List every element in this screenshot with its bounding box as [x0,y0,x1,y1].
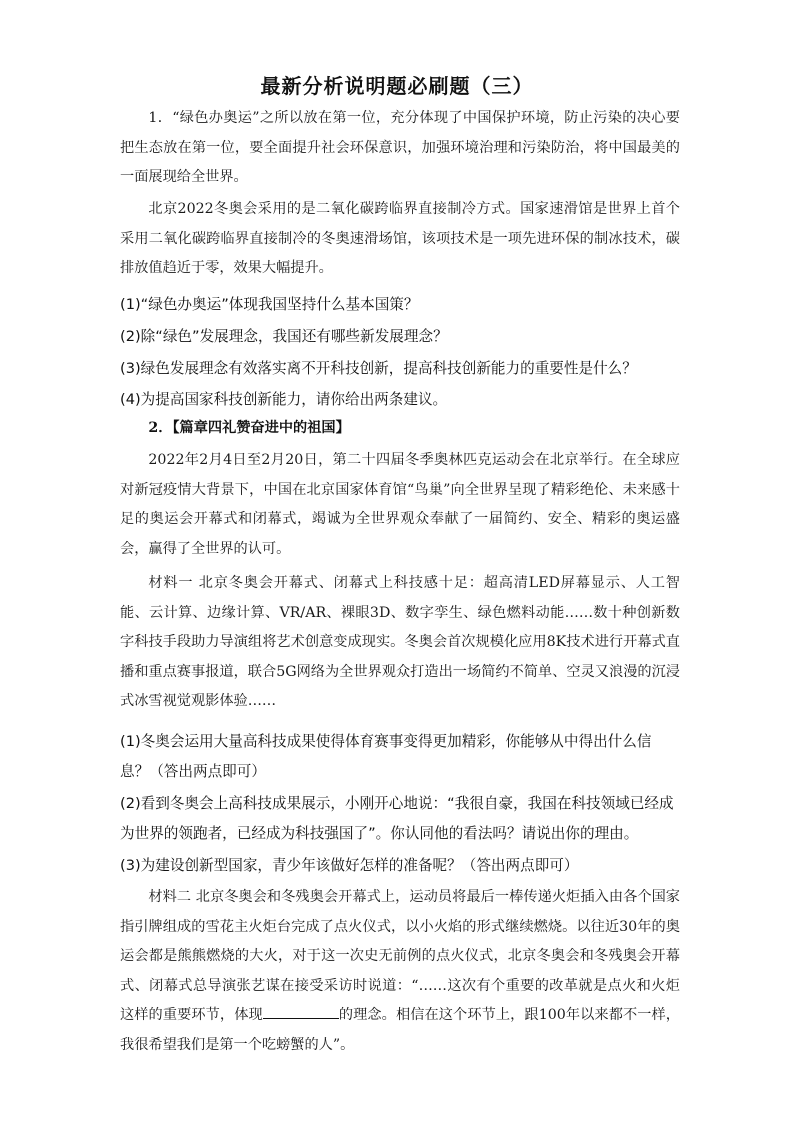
q2-subquestion-3: (3)为建设创新型国家，青少年该做好怎样的准备呢？（答出两点即可） [120,857,579,874]
q1-paragraph-2: 北京2022冬奥会采用的是二氧化碳跨临界直接制冷方式。国家速滑馆是世界上首个采用二氧化碳跨临界直接制冷的冬奥速滑场馆，该项技术是一项先进环保的制冰技术，碳排放值趋近于零，效果大幅提升。 [120,201,680,276]
page-title: 最新分析说明题必刷题（三） [260,74,534,98]
q1-paragraph-1: 1．“绿色办奥运”之所以放在第一位，充分体现了中国保护环境，防止污染的决心要把生态放在第一位，要全面提升社会环保意识，加强环境治理和污染防治，将中国最美的一面展现给全世界。 [120,110,680,185]
q2-paragraph-1: 2022年2月4日至2月20日，第二十四届冬季奥林匹克运动会在北京举行。在全球应对新冠疫情大背景下，中国在北京国家体育馆“鸟巢”向全世界呈现了精彩绝伦、未来感十足的奥运会开幕式和闭幕式，竭诚为全世界观众奉献了一届简约、安全、精彩的奥运盛会，赢得了全世界的认可。 [120,452,680,557]
q2-material-2-text-a: 材料二 北京冬奥会和冬残奥会开幕式上，运动员将最后一棒传递火炬插入由各个国家指引牌组成的雪花主火炬台完成了点火仪式，以小火焰的形式继续燃烧。以往近30年的奥运会都是熊熊燃烧的大火，对于这一次史无前例的点火仪式，北京冬奥会和冬残奥会开幕式、闭幕式总导演张艺谋在接受采访时说道：“……这次有个重要的改革就是点火和火炬这样的重要环节，体现 [120,889,680,1023]
q2-subquestion-2: (2)看到冬奥会上高科技成果展示，小刚开心地说：“我很自豪，我国在科技领域已经成为世界的领跑者，已经成为科技强国了”。你认同他的看法吗？请说出你的理由。 [120,795,674,842]
q1-subquestion-4: (4)为提高国家科技创新能力，请你给出两条建议。 [120,391,448,408]
q2-material-1: 材料一 北京冬奥会开幕式、闭幕式上科技感十足：超高清LED屏幕显示、人工智能、云计算、边缘计算、VR/AR、裸眼3D、数字孪生、绿色燃料动能……数十种创新数字科技手段助力导演组将艺术创意变成现实。冬奥会首次规模化应用8K技术进行开幕式直播和重点赛事报道，联合5G网络为全世界观众打造出一场简约不简单、空灵又浪漫的沉浸式冰雪视觉观影体验…… [120,575,680,709]
q1-subquestion-1: (1)“绿色办奥运”体现我国坚持什么基本国策？ [120,296,419,313]
q2-material-2 [120,883,680,1060]
fill-in-blank[interactable] [263,1004,339,1019]
q1-subquestion-3: (3)绿色发展理念有效落实离不开科技创新，提高科技创新能力的重要性是什么？ [120,360,637,377]
q2-subquestion-1: (1)冬奥会运用大量高科技成果使得体育赛事变得更加精彩，你能够从中得出什么信息？（答出两点即可） [120,733,652,780]
q2-material-2-text-b: 的理念。相信在这个环节上，跟100年以来都不一样，我很希望我们是第一个吃螃蟹的人”。 [120,1007,680,1053]
q1-subquestion-2: (2)除“绿色”发展理念，我国还有哪些新发展理念？ [120,328,448,345]
q2-heading: 2．【篇章四礼赞奋进中的祖国】 [148,420,350,436]
